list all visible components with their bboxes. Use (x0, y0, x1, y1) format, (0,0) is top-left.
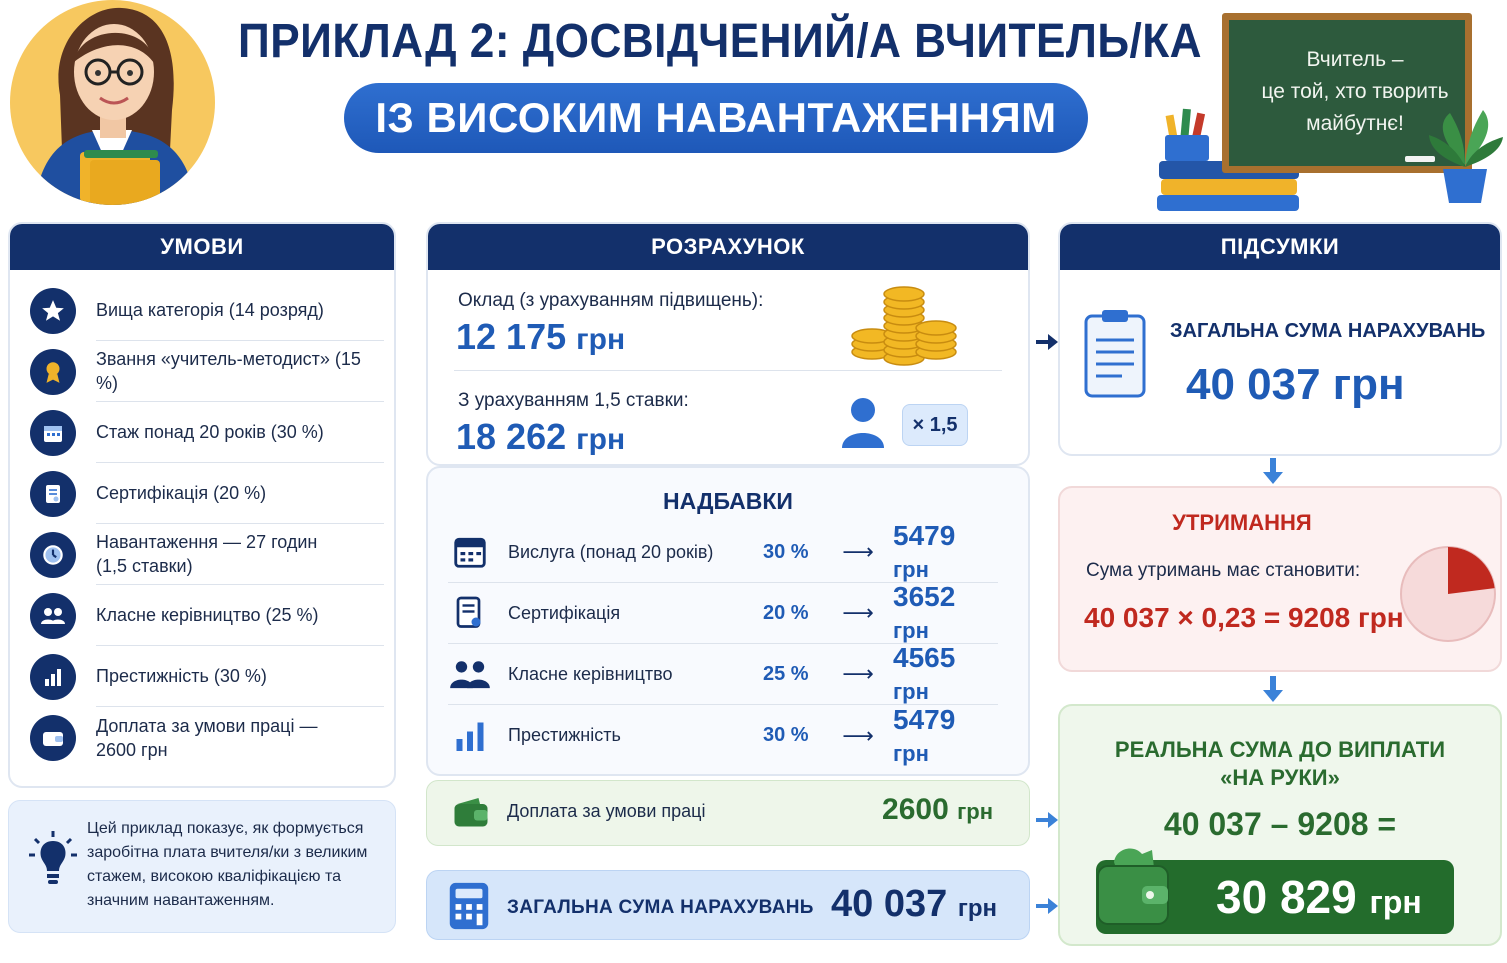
bonus-row (448, 705, 998, 766)
bonus-row (448, 583, 998, 644)
page-title: ПРИКЛАД 2: ДОСВІДЧЕНИЙ/А ВЧИТЕЛЬ/КА (238, 15, 1203, 68)
bonuses-panel (426, 466, 1030, 776)
condition-workload (30, 524, 384, 585)
calendar-icon (30, 410, 76, 456)
bonus-name: Сертифікація (508, 602, 621, 623)
bonus-amount: 3652 грн (893, 581, 956, 643)
bar-chart-icon (448, 714, 492, 758)
arrow-right-icon: ⟶ (842, 539, 874, 564)
explanation-note (8, 800, 396, 933)
bonus-percent: 25 % (763, 662, 809, 685)
lightbulb-icon (29, 829, 77, 894)
wallet-icon (1094, 844, 1174, 933)
arrow-right-icon: ⟶ (842, 722, 874, 748)
summary-title: ПІДСУМКИ (1060, 224, 1500, 270)
star-icon (30, 288, 76, 334)
conditions-title: УМОВИ (10, 224, 394, 270)
deductions-panel (1058, 486, 1502, 672)
work-conditions-value: 2600 грн (882, 793, 993, 826)
bonus-percent: 30 % (763, 540, 809, 563)
wallet-icon (451, 795, 491, 836)
pie-deduction-slice (1448, 547, 1495, 594)
net-pay-value: 30 829 грн (1216, 871, 1422, 923)
bonus-percent: 30 % (763, 724, 809, 746)
bar-chart-icon (30, 654, 76, 700)
chalkboard-line-2: це той, хто творить (1261, 80, 1449, 103)
plant-icon (1425, 105, 1505, 205)
condition-label-sub: (1,5 ставки) (96, 556, 193, 576)
chalkboard-line-3: майбутнє! (1306, 112, 1404, 135)
certificate-icon (448, 591, 492, 635)
condition-label: Стаж понад 20 років (30 %) (96, 422, 324, 442)
deductions-formula: 40 037 × 0,23 = 9208 грн (1084, 602, 1404, 633)
deductions-label: Сума утримань має становити: (1086, 560, 1361, 581)
condition-class-leadership (30, 585, 384, 646)
page-subtitle: ІЗ ВИСОКИМ НАВАНТАЖЕННЯМ (344, 83, 1088, 153)
bonuses-title: НАДБАВКИ (663, 488, 793, 514)
condition-category (30, 280, 384, 341)
condition-title-rank (30, 341, 384, 402)
condition-work-conditions (30, 707, 384, 768)
condition-label-sub: 2600 грн (96, 739, 168, 760)
arrow-right-icon: ⟶ (842, 661, 874, 686)
multiplier-badge: × 1,5 (902, 404, 968, 446)
teacher-avatar (10, 0, 215, 205)
net-pay-formula: 40 037 – 9208 = (1163, 806, 1397, 842)
calc-total-label: ЗАГАЛЬНА СУМА НАРАХУВАНЬ (507, 897, 814, 918)
bonus-row (448, 522, 998, 583)
divider (454, 370, 1002, 371)
bonus-name: Класне керівництво (508, 663, 673, 684)
bonus-name: Вислуга (понад 20 років) (508, 541, 714, 562)
certificate-icon (30, 471, 76, 517)
net-pay-title-line2: «НА РУКИ» (1220, 765, 1340, 790)
bonus-amount: 4565 грн (893, 642, 956, 704)
medal-icon (30, 349, 76, 395)
arrow-right-icon (1034, 894, 1060, 925)
clock-icon (30, 532, 76, 578)
condition-label: Вища категорія (14 розряд) (96, 300, 324, 320)
condition-label: Класне керівництво (25 %) (96, 605, 319, 625)
chalkboard-line-1: Вчитель – (1306, 48, 1404, 71)
net-pay-title (1060, 736, 1500, 792)
rate-label: З урахуванням 1,5 ставки: (458, 390, 689, 411)
salary-value: 12 175 грн (456, 316, 626, 357)
arrow-right-icon: ⟶ (842, 600, 874, 625)
note-text: Цей приклад показує, як формується заробітна плата вчителя/ки з великим стажем, високою кваліфікацією та значним навантаженням. (87, 820, 368, 909)
net-pay-title-line1: РЕАЛЬНА СУМА ДО ВИПЛАТИ (1114, 737, 1446, 762)
clipboard-icon (1082, 308, 1148, 403)
calculation-title: РОЗРАХУНОК (428, 224, 1028, 270)
calculation-panel (426, 222, 1030, 466)
work-conditions-label: Доплата за умови праці (507, 801, 706, 821)
net-pay-panel (1058, 704, 1502, 946)
summary-panel (1058, 222, 1502, 456)
teacher-illustration (10, 0, 215, 205)
bonus-amount: 5479 грн (893, 703, 956, 766)
wallet-icon (30, 715, 76, 761)
work-conditions-box (426, 780, 1030, 846)
group-icon (30, 593, 76, 639)
arrow-right-icon (1034, 808, 1060, 839)
calc-total-box (426, 870, 1030, 940)
person-icon (840, 396, 886, 453)
summary-total-value: 40 037 грн (1186, 360, 1405, 409)
condition-label: Сертифікація (20 %) (96, 483, 267, 503)
condition-label: Доплата за умови праці — (96, 715, 318, 736)
condition-experience (30, 402, 384, 463)
group-icon (448, 652, 492, 696)
coins-icon (848, 286, 958, 373)
summary-total-label: ЗАГАЛЬНА СУМА НАРАХУВАНЬ (1170, 320, 1486, 342)
condition-label: Звання «учитель-методист» (15 %) (96, 349, 361, 393)
bonus-amount: 5479 грн (893, 520, 956, 582)
calc-total-value: 40 037 грн (831, 883, 997, 925)
salary-label: Оклад (з урахуванням підвищень): (458, 290, 764, 311)
bonus-percent: 20 % (763, 601, 809, 624)
bonus-name: Престижність (508, 725, 621, 745)
bonus-row (448, 644, 998, 705)
deductions-title: УТРИМАННЯ (1172, 510, 1312, 535)
arrow-right-icon (1034, 330, 1060, 361)
conditions-panel (8, 222, 396, 788)
rate-value: 18 262 грн (456, 416, 626, 457)
condition-prestige (30, 646, 384, 707)
calendar-icon (448, 530, 492, 574)
condition-certification (30, 463, 384, 524)
calculator-icon (445, 881, 493, 936)
condition-label: Навантаження — 27 годин (96, 532, 318, 552)
condition-label: Престижність (30 %) (96, 666, 267, 686)
deductions-pie-chart (1398, 544, 1498, 649)
